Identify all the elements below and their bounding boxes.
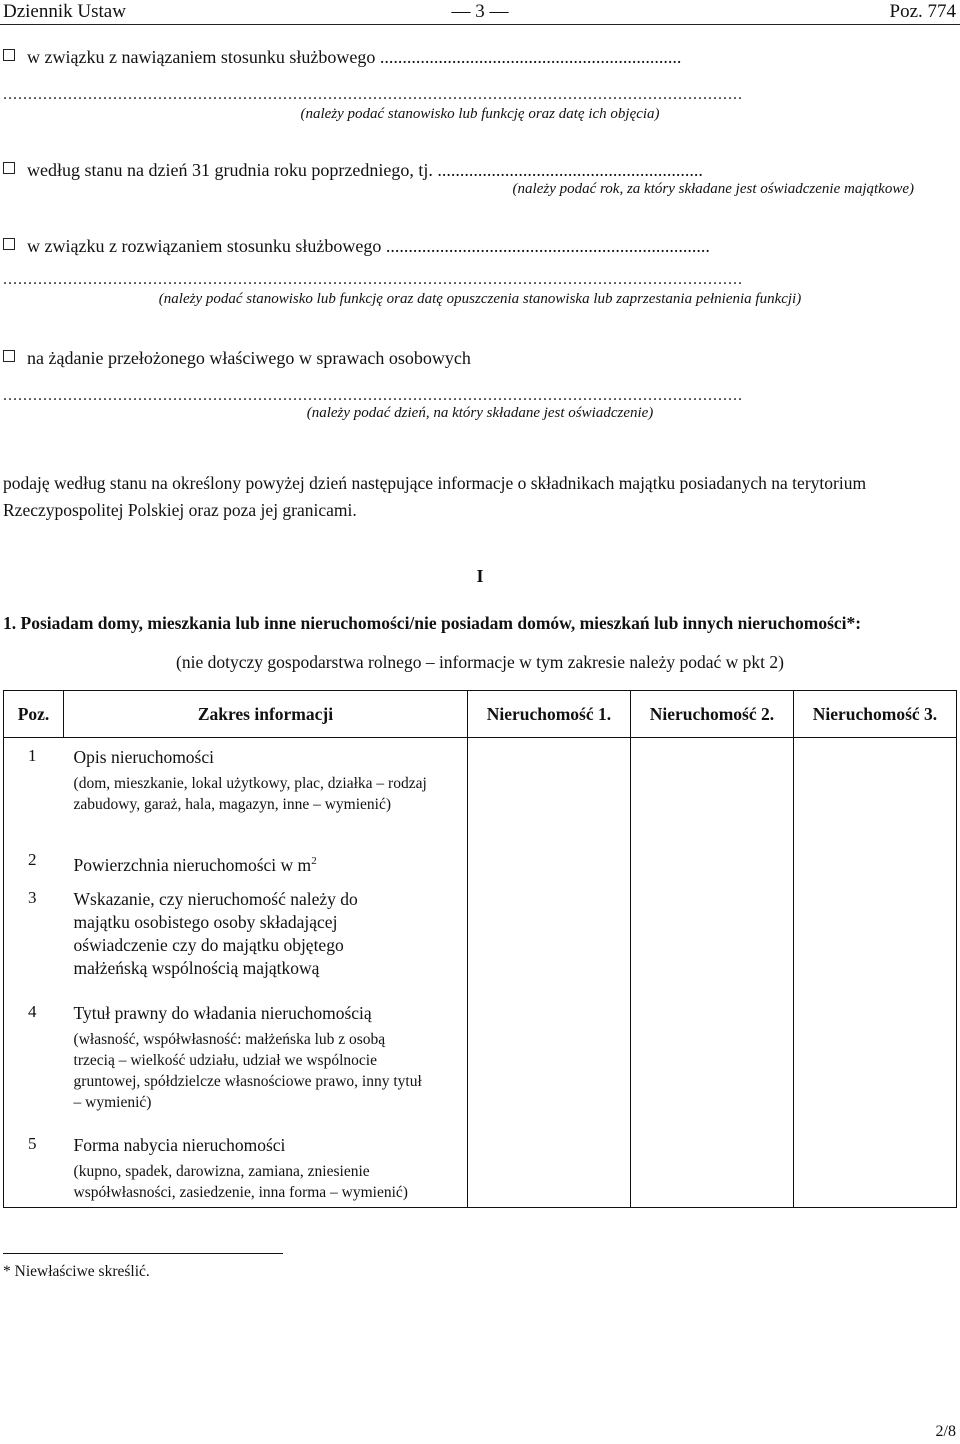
field-hint: (należy podać stanowisko lub funkcję oraz datę opuszczenia stanowiska lub zaprzestania pełnienia funkcji)	[158, 291, 802, 307]
fill-line[interactable]: ....................................................................................................................................................	[3, 86, 743, 103]
header-divider	[0, 24, 960, 25]
column-header: Nieruchomość 1.	[467, 691, 630, 738]
page-header	[0, 0, 960, 24]
column-header: Poz.	[4, 691, 64, 738]
journal-name: Dziennik Ustaw	[3, 1, 126, 22]
property-3-cell[interactable]	[793, 738, 956, 1208]
row-number: 1	[4, 738, 64, 838]
row-number: 4	[4, 994, 64, 1124]
item-title: 1. Posiadam domy, mieszkania lub inne nieruchomości/nie posiadam domów, mieszkań lub innych nieruchomości*:	[3, 613, 862, 633]
footnote-divider	[3, 1253, 283, 1254]
property-table	[3, 690, 957, 1208]
row-description	[64, 878, 468, 994]
property-2-cell[interactable]	[630, 738, 793, 1208]
section-number: I	[476, 566, 484, 586]
row-number: 5	[4, 1124, 64, 1208]
statement-paragraph: podaję według stanu na określony powyżej dzień następujące informacje o składnikach majątku posiadanych na terytorium Rzeczypospolitej Polskiej oraz poza jej granicami.	[3, 473, 867, 520]
row-description	[64, 738, 468, 838]
row-note: (własność, współwłasność: małżeńska lub z osobą trzecią – wielkość udziału, udział we wspólnocie gruntowej, spółdzielcze własnościowe prawo, inny tytuł – wymienić)	[73, 1030, 422, 1111]
option-label: w związku z nawiązaniem stosunku służbowego ...................................................................	[27, 47, 682, 67]
row-number: 2	[4, 838, 64, 878]
property-1-cell[interactable]	[467, 738, 630, 1208]
row-title: Powierzchnia nieruchomości w $m^2$	[73, 854, 317, 875]
fill-line[interactable]: ....................................................................................................................................................	[3, 271, 743, 288]
item-subtitle: (nie dotyczy gospodarstwa rolnego – informacje w tym zakresie należy podać w pkt 2)	[176, 652, 784, 672]
page-marker: — 3 —	[451, 1, 509, 22]
row-description	[64, 1124, 468, 1208]
checkbox-icon[interactable]	[3, 162, 15, 174]
checkbox-icon[interactable]	[3, 49, 15, 61]
field-hint: (należy podać rok, za który składane jest oświadczenie majątkowe)	[512, 181, 914, 197]
column-header: Nieruchomość 3.	[793, 691, 956, 738]
row-number: 3	[4, 878, 64, 994]
table-row	[4, 738, 957, 838]
column-header: Nieruchomość 2.	[630, 691, 793, 738]
option-appointment[interactable]	[3, 47, 956, 71]
row-title: Wskazanie, czy nieruchomość należy do majątku osobistego osoby składającej oświadczenie czy do majątku objętego małżeńską wspólnością majątkową	[73, 888, 358, 978]
row-description	[64, 838, 468, 878]
row-title: Forma nabycia nieruchomości	[73, 1134, 286, 1155]
row-description	[64, 994, 468, 1124]
row-title: Opis nieruchomości	[73, 747, 214, 767]
option-label: według stanu na dzień 31 grudnia roku poprzedniego, tj. ...........................................................	[27, 160, 703, 180]
fill-line[interactable]: ....................................................................................................................................................	[3, 387, 743, 404]
footnote: * Niewłaściwe skreślić.	[3, 1263, 150, 1280]
table-header-row	[4, 691, 957, 738]
option-supervisor-request[interactable]	[3, 348, 956, 372]
field-hint: (należy podać stanowisko lub funkcję oraz datę ich objęcia)	[300, 106, 660, 122]
option-label: w związku z rozwiązaniem stosunku służbowego ........................................................................	[27, 236, 710, 256]
position-number: Poz. 774	[889, 1, 956, 22]
column-header: Zakres informacji	[64, 691, 468, 738]
checkbox-icon[interactable]	[3, 238, 15, 250]
option-termination[interactable]	[3, 236, 956, 260]
row-title: Tytuł prawny do władania nieruchomością	[73, 1002, 372, 1023]
option-label: na żądanie przełożonego właściwego w sprawach osobowych	[27, 348, 471, 368]
checkbox-icon[interactable]	[3, 350, 15, 362]
row-note: (dom, mieszkanie, lokal użytkowy, plac, działka – rodzaj zabudowy, garaż, hala, magazyn, inne – wymienić)	[73, 775, 427, 813]
field-hint: (należy podać dzień, na który składane jest oświadczenie)	[306, 405, 654, 421]
page-number: 2/8	[935, 1423, 956, 1440]
row-note: (kupno, spadek, darowizna, zamiana, zniesienie współwłasności, zasiedzenie, inna forma – wymienić)	[73, 1162, 408, 1201]
